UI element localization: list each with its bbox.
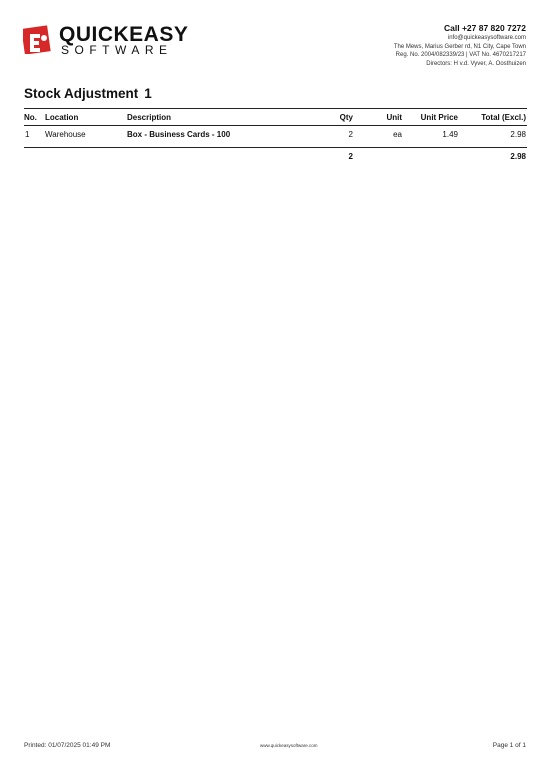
company-directors: Directors: H v.d. Vyver, A. Oosthuizen [426,60,526,67]
row-unit-price: 1.49 [442,130,458,139]
footer-website-link[interactable]: www.quickeasysoftware.com [260,743,318,748]
logo-wordmark-top: QUICKEASY [59,23,189,46]
header-qty: Qty [339,113,353,122]
document-number: 1 [144,86,152,101]
row-unit: ea [393,130,402,139]
company-address: The Mews, Marius Gerber rd, N1 City, Cape Town [393,43,526,50]
table-header-rule [24,125,527,126]
page-indicator: Page 1 of 1 [492,742,526,749]
quickeasy-logo-icon [23,24,53,54]
header-no: No. [24,113,37,122]
logo-wordmark-bottom: SOFTWARE [61,43,173,57]
company-phone: Call +27 87 820 7272 [444,23,526,33]
row-location: Warehouse [45,130,86,139]
row-total: 2.98 [510,130,526,139]
company-logo [23,23,189,58]
header-total: Total (Excl.) [481,113,526,122]
header-description: Description [127,113,172,122]
total-amount: 2.98 [510,152,526,161]
table-footer-rule [24,147,527,148]
total-qty: 2 [348,152,353,161]
document-title [24,86,152,101]
row-qty: 2 [348,130,353,139]
header-location: Location [45,113,79,122]
row-description: Box - Business Cards - 100 [127,130,231,139]
table-top-rule [24,108,527,109]
header-unit-price: Unit Price [420,113,458,122]
company-email: info@quickeasysoftware.com [447,35,526,41]
printed-timestamp: Printed: 01/07/2025 01:49 PM [24,742,111,749]
row-no: 1 [25,130,30,139]
company-contact-block [394,23,526,68]
company-registration: Reg. No. 2004/082339/23 | VAT No. 4670217217 [395,52,526,59]
document-title-text: Stock Adjustment [24,86,139,101]
header-unit: Unit [386,113,402,122]
